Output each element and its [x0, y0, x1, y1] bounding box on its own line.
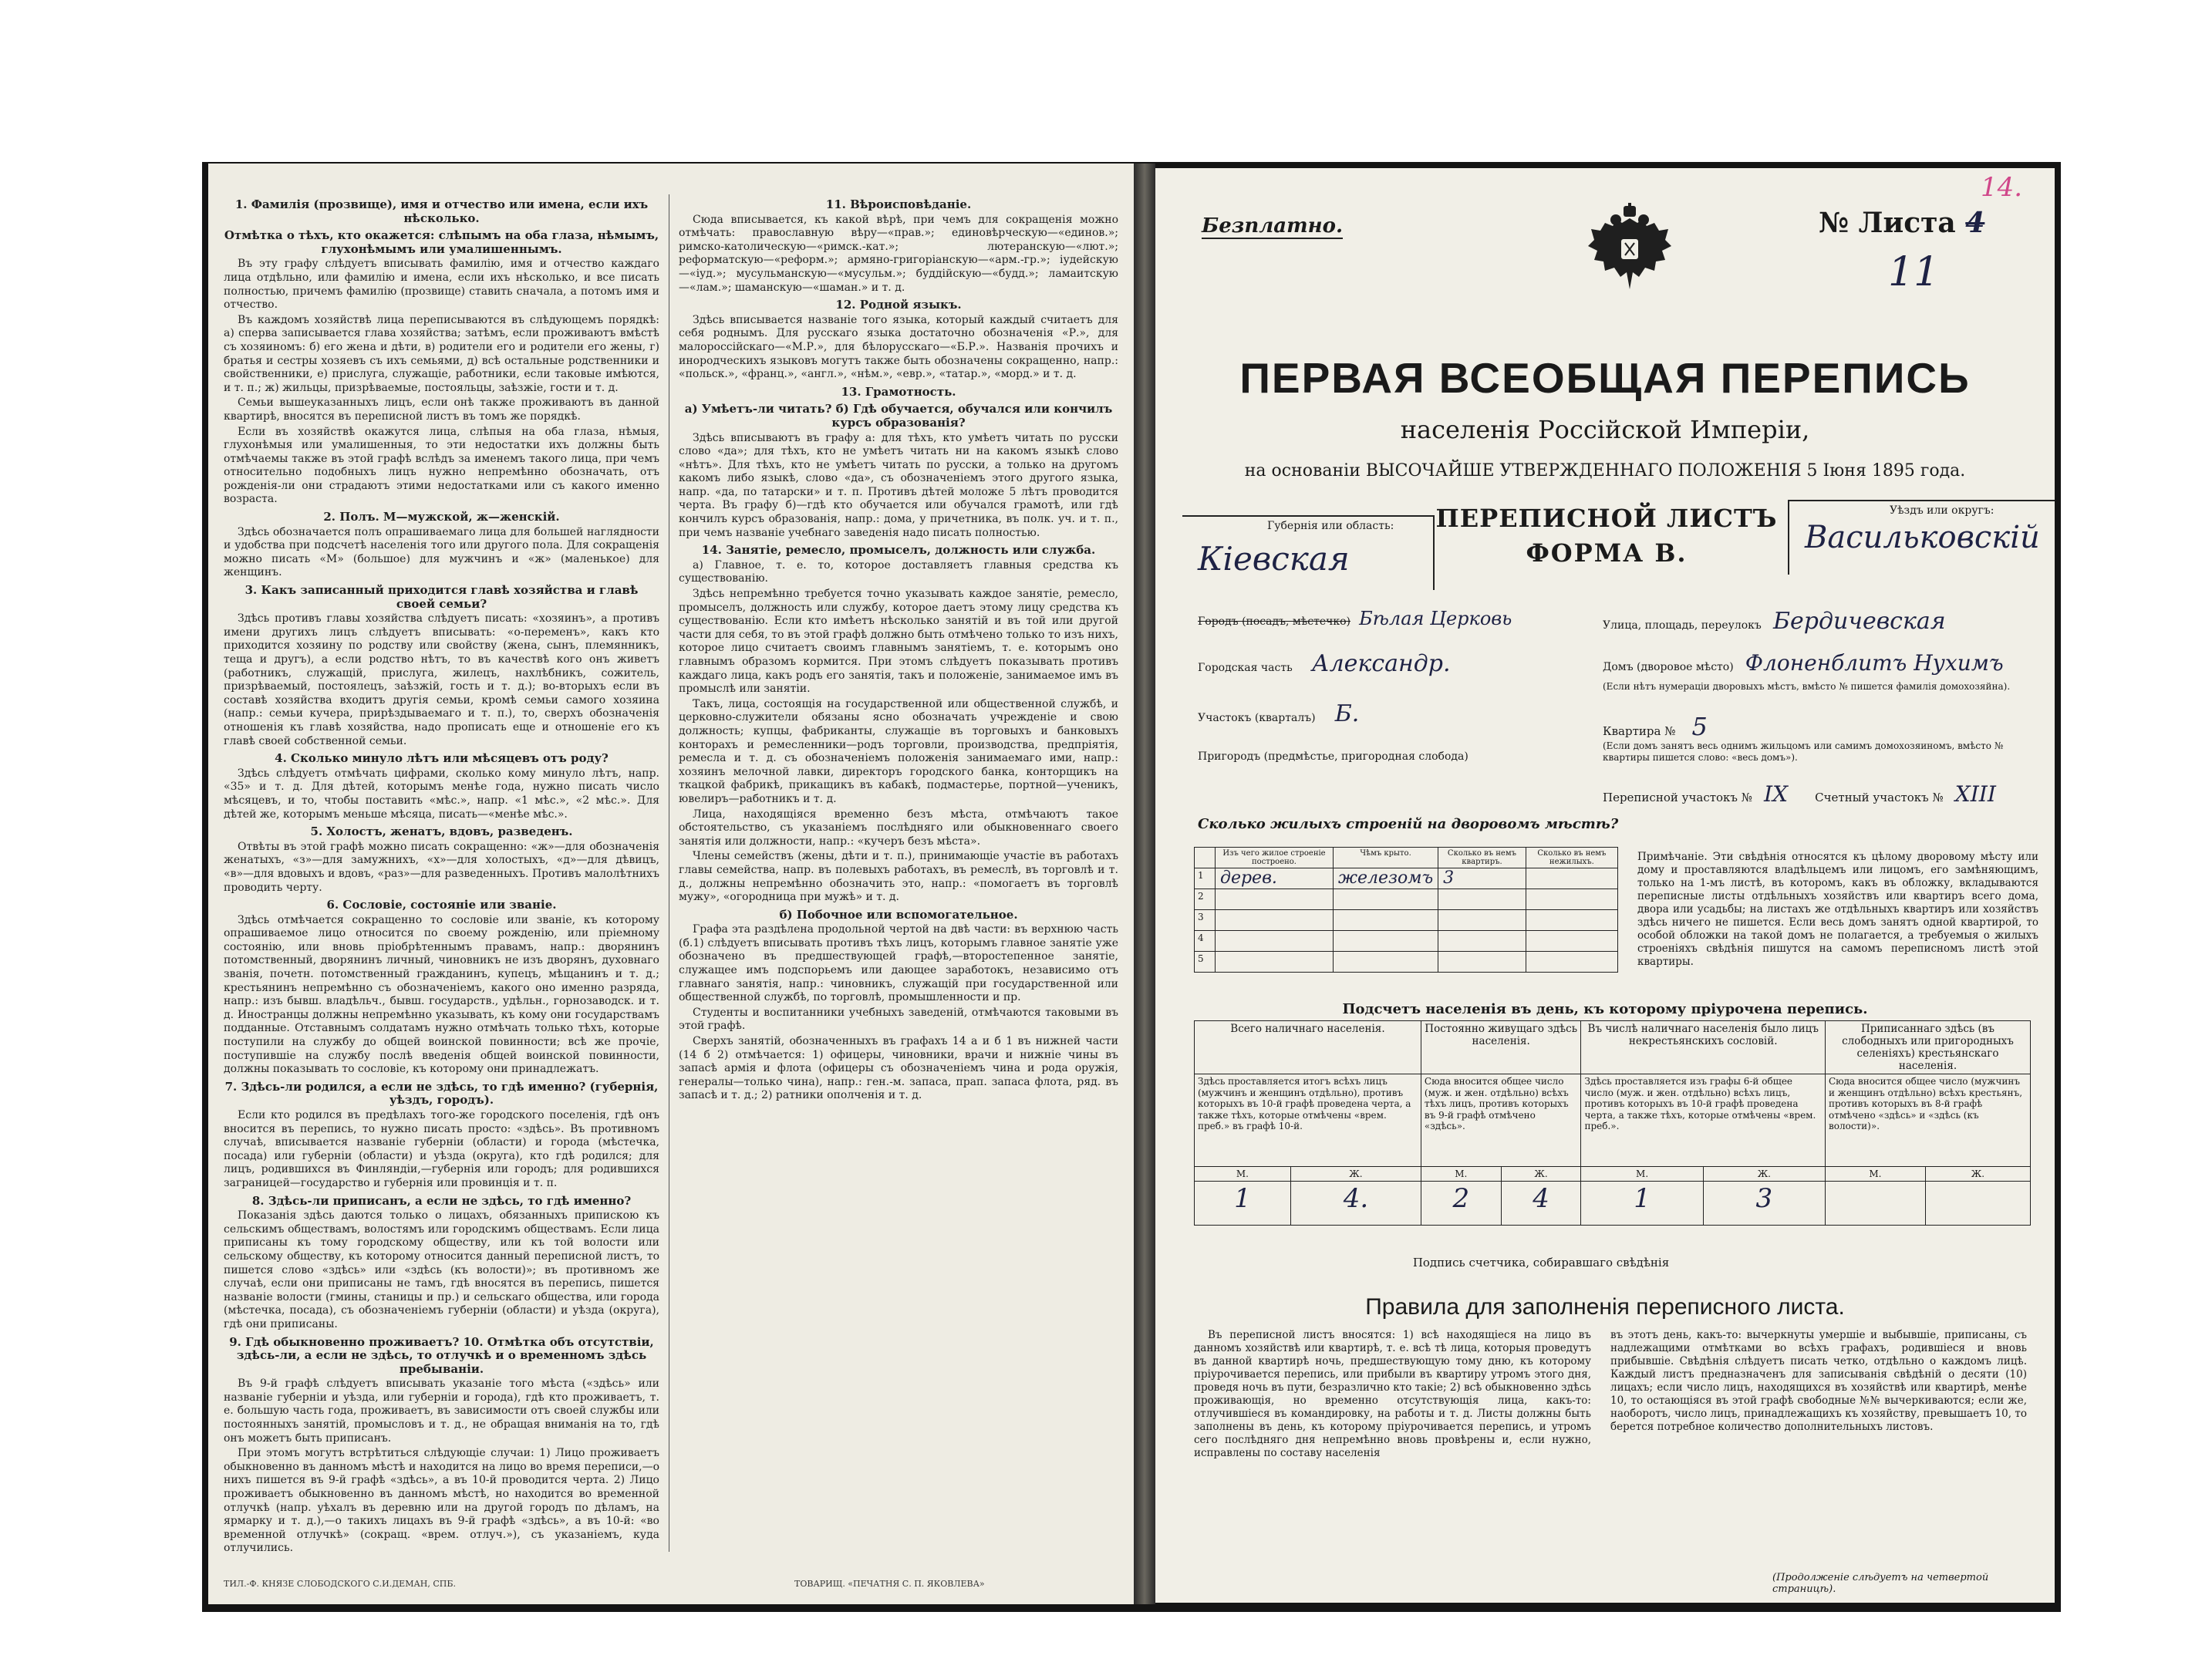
male-label: М. — [1195, 1167, 1291, 1182]
kvartira-label: Квартира № — [1603, 724, 1676, 738]
uchastok-value: Б. — [1334, 700, 1360, 727]
buildings-cell — [1438, 910, 1526, 931]
book-gutter — [1134, 164, 1155, 1604]
paragraph: Сверхъ занятій, обозначенныхъ въ графахъ 14 а и б 1 въ нижней части (14 б 2) отмѣчается: 1) офицеры, чиновники, врачи и нижніе чины въ запасѣ армія и флота (офицеры съ обозначеніемъ чина и рода оружія, генералы—только чина), напр.: ген.-м. запаса, прап. запаса флота, ряд. въ запасѣ и т. д.; 2) ратники ополченія и т. д. — [679, 1035, 1118, 1102]
paragraph: Лица, находящіяся временно безъ мѣста, отмѣчаютъ такое обстоятельство, съ указаніемъ послѣдняго или обыкновеннаго своего занятія или должности, напр.: «кучеръ безъ мѣста». — [679, 808, 1118, 848]
buildings-cell — [1333, 952, 1438, 973]
male-count: 1 — [1195, 1182, 1291, 1226]
uchastki-field — [1603, 781, 2046, 807]
archive-page-mark: 14. — [1981, 172, 2023, 203]
prigorod-label: Пригородъ (предмѣстье, пригородная слобода) — [1198, 750, 1468, 763]
buildings-cell — [1333, 931, 1438, 952]
female-label: Ж. — [1703, 1167, 1825, 1182]
count-column-note: Здѣсь проставляется итогъ всѣхъ лицъ (мужчинъ и женщинъ отдѣльно), противъ которыхъ въ 10-й графѣ проведена черта, а также тѣхъ, которые отмѣчены «врем. преб.» въ графѣ 10-й. — [1195, 1074, 1421, 1167]
gubernia-box — [1182, 515, 1435, 590]
paragraph: Если кто родился въ предѣлахъ того-же городского поселенія, гдѣ онъ вносится въ перепись, то нужно писать просто: «здѣсь». Въ противномъ случаѣ, вписывается названіе губерніи (области) и города (мѣстечка, посада) или губерніи (области) и уѣзда (округа), кто гдѣ родился; для лицъ, родившихся въ Финляндіи,—губернія или городъ; для родившихся заграницей—государство и губернія или провинція и т. п. — [224, 1109, 659, 1189]
form-title: ПЕРЕПИСНОЙ ЛИСТЪ — [1435, 504, 1778, 533]
section-heading: 1. Фамилія (прозвище), имя и отчество или имена, если ихъ нѣсколько. — [234, 197, 649, 225]
buildings-cell — [1333, 889, 1438, 910]
besplatno-label: Безплатно. — [1202, 214, 1343, 238]
count-column-header: Всего наличнаго населенія. — [1195, 1021, 1421, 1074]
paragraph: Въ эту графу слѣдуетъ вписывать фамилію, имя и отчество каждаго лица отдѣльно, или фамилію и имена, если ихъ нѣсколько, и все писать полностью, причемъ фамилію (прозвище) ставить сначала, а потомъ имя и отчество. — [224, 258, 659, 312]
gorod-value: Бѣлая Церковь — [1359, 608, 1512, 629]
buildings-cell: 3 — [1195, 910, 1216, 931]
male-label: М. — [1825, 1167, 1925, 1182]
dom-label: Домъ (дворовое мѣсто) — [1603, 661, 1734, 673]
left-column-b — [679, 194, 1118, 1104]
ulitsa-field — [1603, 608, 2035, 635]
buildings-cell: 3 — [1438, 868, 1526, 889]
buildings-cell — [1438, 889, 1526, 910]
male-count — [1825, 1182, 1925, 1226]
sheet-number-crossed: 4 — [1965, 207, 1985, 239]
sheet-number-label: № Листа 4 — [1819, 207, 1985, 239]
buildings-cell: 1 — [1195, 868, 1216, 889]
kvartira-value: 5 — [1691, 712, 1708, 741]
population-count-table — [1194, 1020, 2031, 1226]
paragraph: Здѣсь непремѣнно требуется точно указывать каждое занятіе, ремесло, промыселъ, должность или службу, которое даетъ этому лицу средства къ существованію. Если кто имѣетъ нѣсколько занятій и въ той или другой части для себя, то въ этой графѣ должно быть отмѣчено только то изъ нихъ, которое лицо считаетъ своимъ главнымъ занятіемъ, т. е. которымъ оно главнымъ образомъ кормится. При этомъ слѣдуетъ показывать противъ каждаго лица, какъ родъ его занятія, такъ и положеніе, занимаемое имъ въ промыслѣ или занятіи. — [679, 588, 1118, 696]
rules-title: Правила для заполненія переписного листа. — [1365, 1294, 1845, 1320]
section-heading: а) Умѣетъ-ли читать? б) Гдѣ обучается, обучался или кончилъ курсъ образованія? — [684, 402, 1113, 430]
sheet-number-handwritten: 11 — [1888, 249, 1940, 295]
ulitsa-label: Улица, площадь, переулокъ — [1603, 619, 1762, 632]
buildings-cell: 2 — [1195, 889, 1216, 910]
podschet-title: Подсчетъ населенія въ день, къ которому пріурочена перепись. — [1342, 1001, 1868, 1017]
paragraph: Графа эта раздѣлена продольной чертой на двѣ части: въ верхнюю часть (б.1) слѣдуетъ вписывать противъ тѣхъ лицъ, которымъ главное занятіе уже обозначено въ предшествующей графѣ,—второстепенное занятіе, служащее имъ подспорьемъ или дающее заработокъ, независимо отъ главнаго занятія, напр.: чиновникъ, служащій при государственной или общественной службѣ, по торговлѣ, промышленности и пр. — [679, 923, 1118, 1004]
left-column-a — [224, 194, 659, 1557]
buildings-table — [1194, 847, 1618, 973]
signature-line: Подпись счетчика, собиравшаго свѣдѣнія — [1412, 1256, 1670, 1270]
section-heading: 11. Вѣроисповѣданіе. — [825, 197, 972, 211]
uezd-value: Васильковскій — [1805, 520, 2040, 555]
section-heading: 7. Здѣсь-ли родился, а если не здѣсь, то гдѣ именно? (губернія, уѣздъ, городъ). — [224, 1079, 659, 1108]
gubernia-value: Кіевская — [1198, 540, 1350, 578]
section-heading: 6. Сословіе, состояніе или званіе. — [326, 898, 557, 912]
paragraph: При этомъ могутъ встрѣтиться слѣдующіе случаи: 1) Лицо проживаетъ обыкновенно въ данномъ мѣстѣ и находится на лицо во время переписи,—о нихъ пишется въ 9-й графѣ «здѣсь», а въ 10-й проводится черта. 2) Лицо проживаетъ обыкновенно въ данномъ мѣстѣ, но находится во временной отлучкѣ (напр. уѣхалъ въ деревню или на другой городъ по дѣламъ, на ярмарку и т. д.),—о такихъ лицахъ въ 9-й графѣ «здѣсь», а въ 10-й: «во временной отлучкѣ» (сокращ. «врем. отлуч.»), съ указаніемъ, куда отлучились. — [224, 1447, 659, 1555]
female-count: 4 — [1501, 1182, 1581, 1226]
count-column-header: Въ числѣ наличнаго населенія было лицъ некрестьянскихъ сословій. — [1581, 1021, 1826, 1074]
gorod-part-field — [1198, 650, 1560, 677]
census-legal-basis: на основаніи ВЫСОЧАЙШЕ УТВЕРЖДЕННАГО ПОЛОЖЕНІЯ 5 Іюня 1895 года. — [1244, 461, 1966, 481]
printer-imprint-left: ТИЛ.-Ф. КНЯЗЕ СЛОБОДСКОГО С.И.ДЕМАН, СПБ. — [224, 1579, 456, 1589]
count-column-note: Здѣсь проставляется изъ графы 6-й общее число (муж. и жен. отдѣльно) всѣхъ лицъ, противъ которыхъ въ 10-й графѣ проведена черта, а также тѣхъ, которые отмѣчены «врем. преб.». — [1581, 1074, 1826, 1167]
paragraph: Здѣсь обозначается полъ опрашиваемаго лица для большей наглядности и удобства при подсчетѣ населенія того или другого пола. Для сокращенія можно писать «М» (большое) для мужчинъ и «ж» (маленькое) для женщинъ. — [224, 525, 659, 579]
buildings-header-cell: Чѣмъ крыто. — [1333, 848, 1438, 868]
buildings-row — [1195, 910, 1618, 931]
section-heading: 13. Грамотность. — [841, 384, 956, 399]
section-heading: 2. Полъ. М—мужской, ж—женскій. — [323, 510, 560, 524]
buildings-row — [1195, 931, 1618, 952]
imperial-eagle-emblem — [1583, 203, 1676, 295]
buildings-cell — [1438, 952, 1526, 973]
gorod-part-value: Александр. — [1311, 650, 1451, 677]
paragraph: Отвѣты въ этой графѣ можно писать сокращенно: «ж»—для обозначенія женатыхъ, «з»—для замужнихъ, «х»—для холостыхъ, «д»—для дѣвицъ, «в»—для вдовыхъ и вдовъ, «раз»—для разведенныхъ. Противъ малолѣтнихъ проводить черту. — [224, 840, 659, 894]
section-heading: 5. Холостъ, женатъ, вдовъ, разведенъ. — [310, 824, 573, 839]
uezd-label: Уѣздъ или округъ: — [1890, 504, 1995, 517]
section-heading: б) Побочное или вспомогательное. — [779, 907, 1018, 922]
schet-uchastok-value: XIII — [1954, 781, 1996, 807]
paragraph: Показанія здѣсь даются только о лицахъ, обязанныхъ припискою къ сельскимъ обществамъ, волостямъ или городскимъ обществамъ. Если лица приписаны къ тому городскому обществу, или къ той волости или сельскому обществу, къ которому относится данный переписной листъ, то пишется слово «здѣсь» или «здѣсь (къ волости)»; въ противномъ же случаѣ, если они приписаны не тамъ, гдѣ вносятся въ перепись, пишется названіе волости (гмины, станицы и пр.) и сельскаго общества, или города (мѣстечка, посада), съ обозначеніемъ губерніи (области) и уѣзда (округа), гдѣ они приписаны. — [224, 1209, 659, 1330]
kvartira-note: (Если домъ занятъ весь однимъ жильцомъ или самимъ домохозяиномъ, вмѣсто № квартиры пишется слово: «весь домъ»). — [1603, 740, 2004, 763]
section-heading: 8. Здѣсь-ли приписанъ, а если не здѣсь, то гдѣ именно? — [251, 1193, 632, 1208]
uchastok-field — [1198, 700, 1560, 727]
female-count: 4. — [1290, 1182, 1421, 1226]
section-heading: 12. Родной языкъ. — [835, 298, 962, 312]
buildings-row — [1195, 952, 1618, 973]
uezd-box — [1788, 500, 2055, 575]
rules-column-2: въ этотъ день, какъ-то: вычеркнуты умершіе и выбывшіе, приписаны, съ надлежащими отмѣтками во всѣхъ графахъ, родившіеся и вновь прибывшіе. Свѣдѣнія слѣдуетъ писать четко, отдѣльно о каждомъ лицѣ. Каждый листъ предназначенъ для записыванія свѣдѣній о десяти (10) лицахъ; если число лицъ, находящихся въ хозяйствѣ или квартирѣ, менѣе 10, то остающіяся въ этой графѣ свободные №№ вычеркиваются; если же, наоборотъ, число лицъ, принадлежащихъ къ хозяйству, превышаетъ 10, то берется потребное количество дополнительныхъ листовъ. — [1610, 1329, 2027, 1433]
buildings-cell: железомъ — [1333, 868, 1438, 889]
paragraph: Въ 9-й графѣ слѣдуетъ вписывать указаніе того мѣста («здѣсь» или названіе губерніи и уѣзда, или губерніи и города), гдѣ кто проживаетъ, т. е. большую часть года, проживаетъ, въ зависимости отъ своей службы или постоянныхъ занятій, промысловъ и т. д., не обращая вниманія на то, гдѣ онъ можетъ быть приписанъ. — [224, 1377, 659, 1445]
section-heading: 4. Сколько минуло лѣтъ или мѣсяцевъ отъ роду? — [275, 751, 609, 766]
buildings-cell — [1438, 931, 1526, 952]
ulitsa-value: Бердичевская — [1772, 608, 1946, 635]
female-label: Ж. — [1925, 1167, 2030, 1182]
paragraph: Сюда вписывается, къ какой вѣрѣ, при чемъ для сокращенія можно отмѣчать: православную вѣру—«прав.»; единовѣрческую—«единов.»; римско-католическую—«римск.-кат.»; лютеранскую—«лют.»; реформатскую—«реформ.»; армяно-григоріанскую—«арм.-гр.»; іудейскую—«іуд.»; мусульманскую—«мусульм.»; буддійскую—«будд.»; ламаитскую—«лам.»; шаманскую—«шаман.» и т. д. — [679, 213, 1118, 294]
dom-note: (Если нѣтъ нумераціи дворовыхъ мѣстъ, вмѣсто № пишется фамилія домохозяйна). — [1603, 681, 2011, 692]
count-column-note: Сюда вносится общее число (муж. и жен. отдѣльно) всѣхъ тѣхъ лицъ, противъ которыхъ въ 9-й графѣ отмѣчено «здѣсь». — [1421, 1074, 1581, 1167]
buildings-header-cell: Сколько въ немъ нежилыхъ. — [1526, 848, 1617, 868]
gubernia-label: Губернія или область: — [1267, 520, 1394, 532]
dom-field — [1603, 650, 2046, 676]
buildings-cell — [1333, 910, 1438, 931]
section-heading: 3. Какъ записанный приходится главѣ хозяйства и главѣ своей семьи? — [244, 583, 639, 611]
buildings-cell — [1526, 868, 1617, 889]
buildings-cell: 5 — [1195, 952, 1216, 973]
perepis-uchastok-value: IX — [1764, 781, 1789, 807]
buildings-cell — [1526, 952, 1617, 973]
perepis-uchastok-label: Переписной участокъ № — [1603, 791, 1752, 804]
printer-imprint-right: ТОВАРИЩ. «ПЕЧАТНЯ С. П. ЯКОВЛЕВА» — [794, 1579, 985, 1589]
form-name: ФОРМА В. — [1526, 538, 1688, 568]
buildings-header-cell — [1195, 848, 1216, 868]
census-subtitle: населенія Россійской Имперіи, — [1400, 415, 1810, 444]
left-page — [208, 164, 1134, 1604]
paragraph: Члены семействъ (жены, дѣти и т. п.), принимающіе участіе въ работахъ главы семейства, напр. въ полевыхъ работахъ, въ ремеслѣ, въ торговлѣ и т. д., должны непремѣнно обозначить это, напр.: «помогаетъ въ торговлѣ мужу», «огородница при мужѣ» и т. д. — [679, 850, 1118, 904]
dom-value: Флоненблитъ Нухимъ — [1745, 650, 2004, 676]
right-page — [1155, 168, 2055, 1603]
paragraph: Здѣсь вписывается названіе того языка, который каждый считаетъ для себя роднымъ. Для русскаго языка достаточно обозначенія «Р.», для малороссійскаго—«М.Р.», для бѣлорусскаго—«Б.Р.». Названія прочихъ и инородческихъ языковъ могутъ также быть обозначены сокращенно, напр.: «польск.», «франц.», «англ.», «нѣм.», «евр.», «татар.», «морд.» и т. д. — [679, 313, 1118, 381]
stroenia-question: Сколько жилыхъ строеній на дворовомъ мѣстѣ? — [1198, 816, 1619, 832]
gorod-field — [1198, 608, 1560, 629]
buildings-cell — [1526, 889, 1617, 910]
section-heading: 14. Занятіе, ремесло, промыселъ, должность или служба. — [701, 543, 1096, 558]
buildings-cell — [1216, 910, 1334, 931]
paragraph: а) Главное, т. е. то, которое доставляетъ главныя средства къ существованію. — [679, 558, 1118, 585]
buildings-cell — [1526, 910, 1617, 931]
paragraph: Здѣсь противъ главы хозяйства слѣдуетъ писать: «хозяинъ», а противъ имени другихъ лицъ слѣдуетъ вписывать: «о-переменъ», какъ кто приходится хозяину по родству или свойству (жена, сынъ, племянникъ, теща и другъ), а если родство нѣтъ, то въ качествѣ кого онъ живетъ (работникъ, служащій, прислуга, жилецъ, нахлѣбникъ, сожитель, призрѣваемый, постоялецъ, заѣзжій, гость и т. д.); во-вторыхъ если въ составѣ хозяйства входитъ другія семьи, кромѣ семьи самого хозяина (напр.: семьи кучера, прирѣздываемаго и т. п.), то, сверхъ обозначенія отношенія къ главѣ хозяйства, надо прописать еще и отношеніе его къ главѣ своей собственной семьи. — [224, 612, 659, 747]
male-count: 2 — [1421, 1182, 1501, 1226]
buildings-header-cell: Сколько въ немъ квартиръ. — [1438, 848, 1526, 868]
buildings-row — [1195, 868, 1618, 889]
paragraph: Такъ, лица, состоящія на государственной или общественной службѣ, и церковно-служители обязаны ясно обозначать учрежденіе и свою должность; купцы, фабриканты, служащіе въ торговыхъ и банковыхъ конторахъ и ремесленники—родъ торговли, производства, предпріятія, ремесла и т. д. съ обозначеніемъ положенія занимаемаго ими, напр.: хозяинъ мелочной лавки, директоръ городского банка, конторщикъ на ткацкой фабрикѣ, прикащикъ въ кабакѣ, подмастерье, портной—ученикъ, ювелиръ—работникъ и т. д. — [679, 697, 1118, 805]
count-column-header: Постоянно живущаго здѣсь населенія. — [1421, 1021, 1581, 1074]
gorod-part-label: Городская часть — [1198, 662, 1293, 674]
buildings-header-cell: Изъ чего жилое строеніе построено. — [1216, 848, 1334, 868]
uchastok-label: Участокъ (кварталъ) — [1198, 712, 1316, 724]
male-label: М. — [1421, 1167, 1501, 1182]
paragraph: Студенты и воспитанники учебныхъ заведеній, отмѣчаются таковыми въ этой графѣ. — [679, 1006, 1118, 1033]
primechanie-note: Примѣчаніе. Эти свѣдѣнія относятся къ цѣлому дворовому мѣсту или дому и проставляются владѣльцемъ или лицомъ, его замѣняющимъ, только на 1-мъ листѣ, въ которомъ, какъ въ обложку, вкладываются переписные листы отдѣльныхъ хозяйствъ или квартиръ всего дома, двора или усадьбы; на листахъ же отдѣльныхъ квартиръ или хозяйствъ здѣсь ничего не пишется. Если весь домъ занятъ одной квартирой, то особой обложки на такой домъ не полагается, а требуемыя о жилыхъ строеніяхъ свѣдѣнія пишутся на самомъ переписномъ листѣ этой квартиры. — [1637, 851, 2038, 968]
paragraph: Семьи вышеуказанныхъ лицъ, если онѣ также проживаютъ въ данной квартирѣ, вносятся въ переписной листъ въ томъ же порядкѣ. — [224, 396, 659, 423]
female-label: Ж. — [1290, 1167, 1421, 1182]
female-count — [1925, 1182, 2030, 1226]
buildings-cell: 4 — [1195, 931, 1216, 952]
buildings-cell — [1526, 931, 1617, 952]
schet-uchastok-label: Счетный участокъ № — [1815, 791, 1944, 804]
paragraph: Въ каждомъ хозяйствѣ лица переписываются въ слѣдующемъ порядкѣ: а) сперва записывается глава хозяйства; затѣмъ, если проживаютъ вмѣстѣ съ хозяиномъ: б) его жена и дѣти, в) родители его и родители его жены, г) братья и сестры хозяевъ съ ихъ семьями, д) всѣ остальные родственники и свойственники, е) прислуга, служащіе, работники, если таковые имѣются, и т. п.; ж) жильцы, призрѣваемые, постояльцы, заѣзжіе, гости и т. д. — [224, 313, 659, 394]
section-heading: Отмѣтка о тѣхъ, кто окажется: слѣпымъ на оба глаза, нѣмымъ, глухонѣмымъ или умалишеннымъ. — [224, 228, 659, 256]
continuation-note: (Продолженіе слѣдуетъ на четвертой страницѣ). — [1772, 1572, 1989, 1595]
buildings-row — [1195, 889, 1618, 910]
buildings-cell — [1216, 931, 1334, 952]
female-count: 3 — [1703, 1182, 1825, 1226]
male-count: 1 — [1581, 1182, 1703, 1226]
paragraph: Здѣсь отмѣчается сокращенно то сословіе или званіе, къ которому опрашиваемое лицо относится по своему рожденію, или пріемному состоянію, или вновь пріобрѣтеннымъ правамъ, напр.: дворянинъ потомственный, дворянинъ личный, чиновникъ не изъ дворянъ, духовнаго званія, почетн. потомственный гражданинъ, купецъ, мѣщанинъ и т. д.; крестьянинъ непремѣнно съ обозначеніемъ, какого оно именно разряда, напр.: изъ бывш. владѣльч., бывш. государств., удѣльн., горнозаводск. и т. д. Иностранцы должны непремѣнно указывать, къ кому они государствамъ подданные. Отставнымъ солдатамъ нужно отмѣчать только тѣхъ, которые поступили на службу до общей воинской повинности; всѣ же прочіе, поступившіе на службу послѣ введенія общей воинской повинности, должны показывать то сословіе, къ которому они принадлежатъ. — [224, 913, 659, 1076]
female-label: Ж. — [1501, 1167, 1581, 1182]
paragraph: Если въ хозяйствѣ окажутся лица, слѣпыя на оба глаза, нѣмыя, глухонѣмыя или умалишенныя, то эти недостатки ихъ должны быть отмѣчаемы также въ этой графѣ вслѣдъ за именемъ такого лица, при чемъ относительно подобныхъ лицъ нужно непремѣнно обозначать, отъ рожденія-ли они страдаютъ этими недостатками или съ какого именно возраста. — [224, 425, 659, 506]
census-title: ПЕРВАЯ ВСЕОБЩАЯ ПЕРЕПИСЬ — [1239, 354, 1971, 402]
buildings-cell: дерев. — [1216, 868, 1334, 889]
section-heading: 9. Гдѣ обыкновенно проживаетъ? 10. Отмѣтка объ отсутствіи, здѣсь-ли, а если не здѣсь, то отлучкѣ и о временномъ здѣсь пребываніи. — [229, 1334, 654, 1376]
kvartira-field — [1603, 712, 2046, 741]
buildings-cell — [1216, 889, 1334, 910]
count-column-header: Приписаннаго здѣсь (въ слободныхъ или пригородныхъ селеніяхъ) крестьянскаго населенія. — [1825, 1021, 2030, 1074]
paragraph: Здѣсь слѣдуетъ отмѣчать цифрами, сколько кому минуло лѣтъ, напр. «35» и т. д. Для дѣтей, которымъ менѣе года, нужно писать число мѣсяцевъ, и то, чтобы поставить «мѣс.», напр. «1 мѣс.», «2 мѣс.». Для дѣтей же, которымъ меньше мѣсяца, писать—«менѣе мѣс.». — [224, 767, 659, 821]
count-column-note: Сюда вносится общее число (мужчинъ и женщинъ отдѣльно) всѣхъ крестьянъ, противъ которыхъ въ 8-й графѣ отмѣчено «здѣсь» и «здѣсь (къ волости)». — [1825, 1074, 2030, 1167]
male-label: М. — [1581, 1167, 1703, 1182]
paragraph: Здѣсь вписываютъ въ графу а: для тѣхъ, кто умѣетъ читать по русски слово «да»; для тѣхъ, кто не умѣетъ читать ни на какомъ языкѣ слово «нѣтъ». Для тѣхъ, кто не умѣетъ читать по русски, а только на другомъ какомъ либо языкѣ, слово «да», съ обозначеніемъ этого другого языка, напр. «да, по татарски» и т. п. Противъ дѣтей моложе 5 лѣтъ проводится черта. Въ графу б)—гдѣ кто обучается или обучался грамотѣ, или гдѣ кончилъ курсъ образованія, напр.: дома, у причетника, въ полк. уч. и т. п., при чемъ названіе учебнаго заведенія надо писать полностью. — [679, 431, 1118, 539]
rules-column-1: Въ переписной листъ вносятся: 1) всѣ находящіеся на лицо въ данномъ хозяйствѣ или квартирѣ, т. е. всѣ тѣ лица, которыя проведутъ въ данной квартирѣ ночь, предшествующую тому дню, къ которому пріурочивается перепись, или прибыли въ квартиру утромъ этого дня, проведя ночь въ пути, безразлично кто такіе; 2) всѣ обыкновенно здѣсь проживающія, но временно отсутствующія лица, какъ-то: отлучившіеся въ командировку, на работы и т. д. Листы должны быть заполнены въ день, къ которому пріурочивается перепись, и утромъ сего послѣдняго дня непремѣнно вновь провѣрены и, если нужно, исправлены по составу населенія — [1194, 1329, 1591, 1459]
buildings-cell — [1216, 952, 1334, 973]
gorod-label: Городъ (посадъ, мѣстечко) — [1198, 615, 1351, 628]
